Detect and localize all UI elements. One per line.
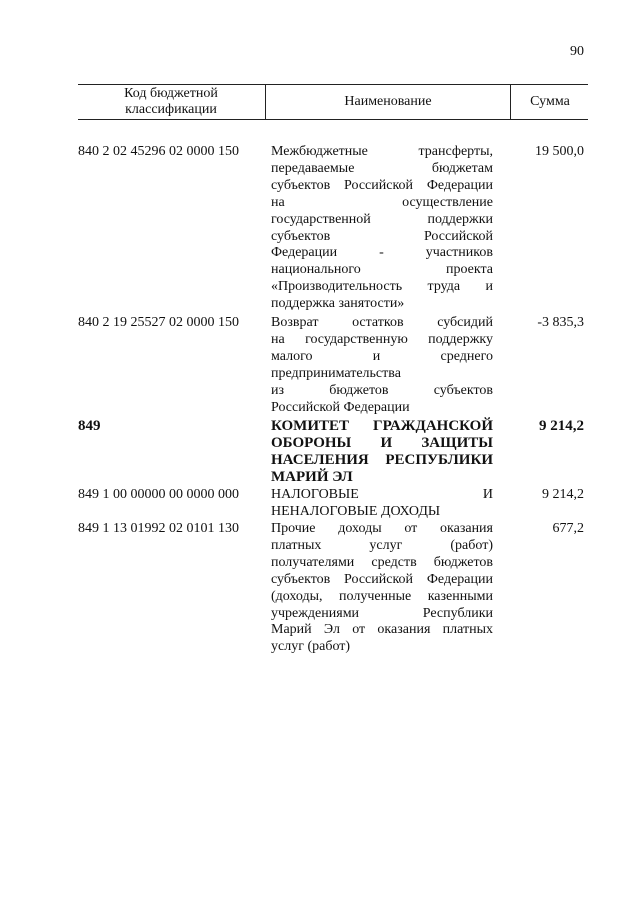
row-code: 840 2 19 25527 02 0000 150 bbox=[78, 315, 239, 330]
table-header bbox=[78, 84, 588, 120]
row-code: 849 1 13 01992 02 0101 130 bbox=[78, 521, 239, 536]
row-sum: 677,2 bbox=[552, 521, 584, 536]
row-name: Межбюджетные трансферты, передаваемые бюджетам субъектов Российской Федерации на осуществление государственной поддержки субъектов Российской Федерации - участников национального проекта «Производительность труда и поддержка занятости» bbox=[271, 144, 493, 312]
row-sum: 9 214,2 bbox=[539, 418, 584, 434]
row-name: НАЛОГОВЫЕ И НЕНАЛОГОВЫЕ ДОХОДЫ bbox=[271, 487, 493, 519]
row-sum: 19 500,0 bbox=[535, 144, 584, 159]
row-code: 849 bbox=[78, 418, 101, 434]
row-name: КОМИТЕТ ГРАЖДАНСКОЙ ОБОРОНЫ И ЗАЩИТЫ НАСЕЛЕНИЯ РЕСПУБЛИКИ МАРИЙ ЭЛ bbox=[271, 418, 493, 485]
row-code: 840 2 02 45296 02 0000 150 bbox=[78, 144, 239, 159]
row-name: Возврат остатков субсидий на государственную поддержку малого и среднего предпринимательства из бюджетов субъектов Российской Федерации bbox=[271, 315, 493, 415]
page-number: 90 bbox=[570, 44, 584, 59]
header-code: Код бюджетной классификации bbox=[124, 86, 218, 117]
header-sum: Сумма bbox=[510, 85, 589, 119]
row-sum: 9 214,2 bbox=[542, 487, 584, 502]
row-name: Прочие доходы от оказания платных услуг (работ) получателями средств бюджетов субъектов Российской Федерации (доходы, полученные казенными учреждениями Республики Марий Эл от оказания платных услуг (работ) bbox=[271, 521, 493, 655]
row-sum: -3 835,3 bbox=[537, 315, 584, 330]
header-name: Наименование bbox=[265, 85, 510, 119]
row-code: 849 1 00 00000 00 0000 000 bbox=[78, 487, 239, 502]
